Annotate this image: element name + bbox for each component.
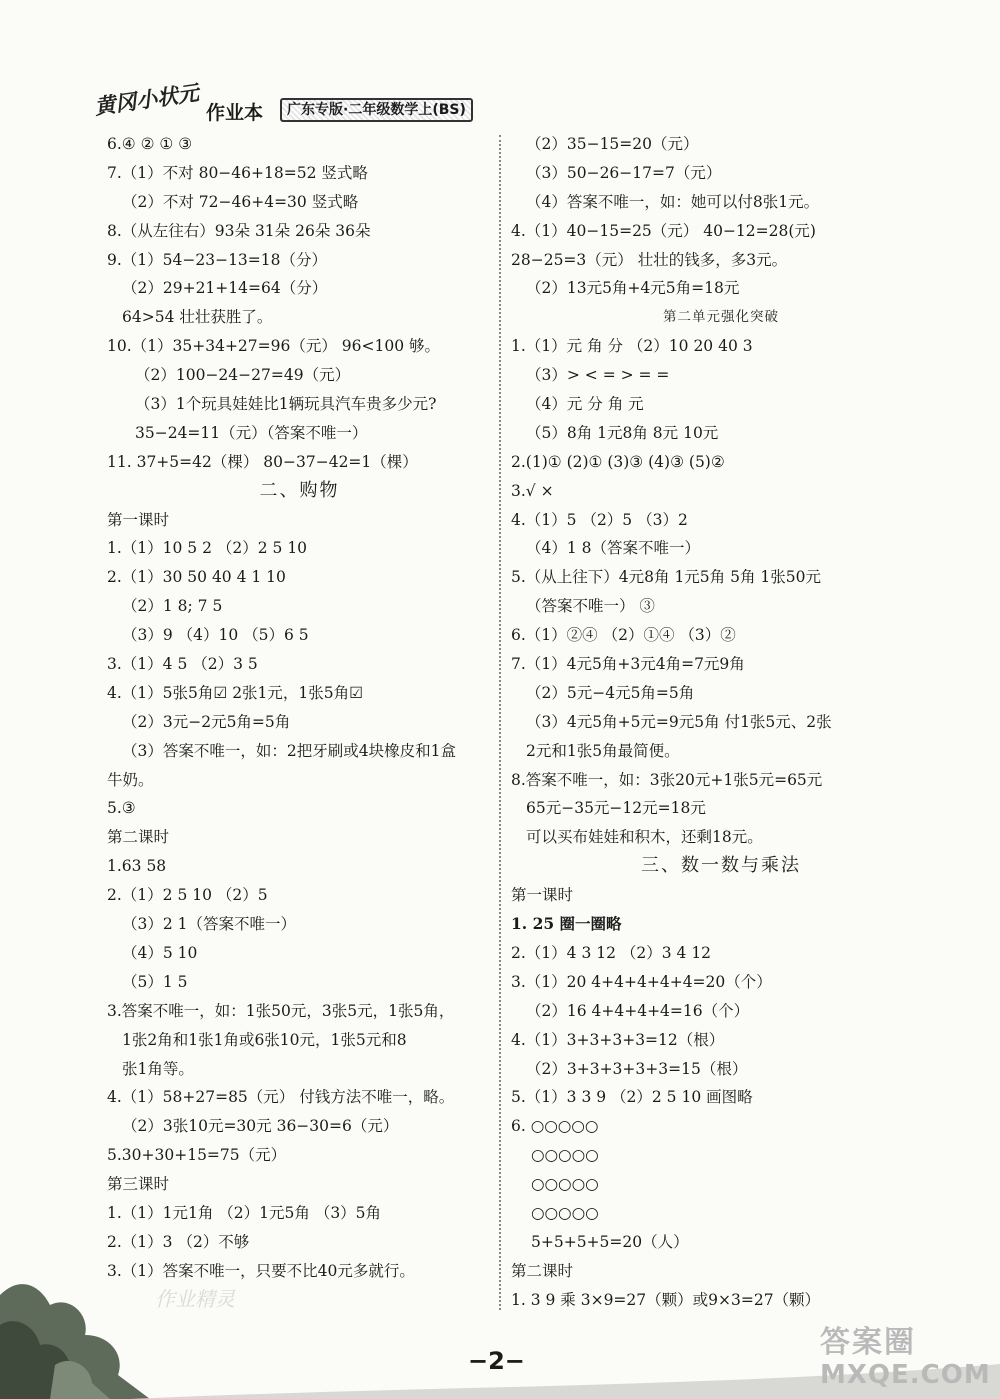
answer-line: 3.√ × — [511, 481, 554, 500]
answer-line: 张1角等。 — [122, 1059, 194, 1078]
answer-line: （2）16 4+4+4+4=16（个） — [526, 1001, 750, 1020]
answer-line: 5.③ — [107, 799, 136, 818]
answer-line: 28−25=3（元） 壮壮的钱多，多3元。 — [511, 250, 788, 269]
answer-line: 二、购物 — [259, 479, 340, 501]
answer-line: 35−24=11（元）（答案不唯一） — [135, 423, 368, 442]
answer-line: 6. ○○○○○ — [511, 1117, 599, 1136]
answer-line: 4.（1）3+3+3+3=12（根） — [511, 1030, 725, 1049]
answer-line: 2.(1)① (2)① (3)③ (4)③ (5)② — [511, 452, 725, 471]
answer-line: 8.（从左往右）93朵 31朵 26朵 36朵 — [107, 221, 371, 240]
answer-line: （3）4元5角+5元=9元5角 付1张5元、2张 — [526, 712, 832, 731]
answer-line: 4.（1）5张5角☑ 2张1元，1张5角☑ — [107, 683, 364, 702]
answer-line: （2）100−24−27=49（元） — [135, 366, 351, 385]
tree-decoration — [0, 1255, 150, 1399]
answer-line: （2）3元−2元5角=5角 — [122, 712, 291, 731]
answer-line: 三、数一数与乘法 — [641, 855, 801, 877]
answer-line: 65元−35元−12元=18元 — [526, 799, 706, 818]
answer-line: 1. 25 圈一圈略 — [511, 914, 622, 934]
book-title: 作业本 — [206, 102, 264, 124]
answer-line: （2）不对 72−46+4=30 竖式略 — [122, 192, 359, 211]
answer-line: 5+5+5+5=20（人） — [531, 1232, 689, 1251]
answer-line: 11. 37+5=42（棵） 80−37−42=1（棵） — [107, 452, 418, 471]
page-header — [86, 78, 526, 128]
answer-line: 3.答案不唯一，如：1张50元，3张5元，1张5角， — [107, 1001, 455, 1020]
answer-line: （5）1 5 — [122, 972, 188, 991]
answer-line: （3）答案不唯一，如：2把牙刷或4块橡皮和1盒 — [122, 741, 456, 760]
answer-line: 第二单元强化突破 — [663, 309, 779, 326]
answer-line: ○○○○○ — [531, 1146, 599, 1165]
answer-line: 1. 3 9 乘 3×9=27（颗）或9×3=27（颗） — [511, 1290, 821, 1309]
answer-line: （答案不唯一） ③ — [526, 597, 655, 616]
answer-line: （4）答案不唯一，如：她可以付8张1元。 — [526, 192, 820, 211]
answer-line: （2）1 8; 7 5 — [122, 597, 223, 616]
answer-line: （3）> < = > = = — [526, 366, 670, 385]
answer-line: （4）1 8（答案不唯一） — [526, 539, 701, 558]
answer-line: 2.（1）4 3 12 （2）3 4 12 — [511, 943, 712, 962]
brand-logo: 黄冈小状元 — [92, 80, 201, 120]
answer-line: 2.（1）2 5 10 （2）5 — [107, 886, 268, 905]
answer-line: 7.（1）不对 80−46+18=52 竖式略 — [107, 163, 368, 182]
watermark-url: MXQE.COM — [820, 1360, 991, 1390]
answer-line: （2）3张10元=30元 36−30=6（元） — [122, 1117, 399, 1136]
answer-line: 4.（1）5 （2）5 （3）2 — [511, 510, 688, 529]
answer-line: 3.（1）答案不唯一，只要不比40元多就行。 — [107, 1261, 415, 1280]
answer-line: 6.④ ② ① ③ — [107, 135, 193, 153]
answer-line: 5.（从上往下）4元8角 1元5角 5角 1张50元 — [511, 568, 821, 587]
answer-line: （2）13元5角+4元5角=18元 — [526, 279, 740, 298]
answer-line: （5）8角 1元8角 8元 10元 — [526, 423, 719, 442]
site-watermark — [810, 1315, 995, 1397]
page-number: −2− — [468, 1347, 525, 1375]
answer-line: 9.（1）54−23−13=18（分） — [107, 250, 328, 269]
answer-line: （2）5元−4元5角=5角 — [526, 683, 695, 702]
answer-line: ○○○○○ — [531, 1203, 599, 1222]
answer-line: 4.（1）40−15=25（元） 40−12=28(元) — [511, 221, 816, 240]
answer-line: 5.（1）3 3 9 （2）2 5 10 画图略 — [511, 1088, 753, 1107]
answer-line: 可以买布娃娃和积木，还剩18元。 — [526, 828, 763, 847]
answer-line: 第一课时 — [511, 886, 574, 905]
faint-stamp: 作业精灵 — [155, 1287, 235, 1311]
answer-line: （3）9 （4）10 （5）6 5 — [122, 626, 309, 645]
answer-line: 3.（1）4 5 （2）3 5 — [107, 655, 258, 674]
answer-line: 1.（1）元 角 分 （2）10 20 40 3 — [511, 337, 753, 356]
answer-line: 6.（1）②④ （2）①④ （3）② — [511, 626, 736, 645]
answer-line: 2元和1张5角最简便。 — [526, 741, 680, 760]
answer-line: 第三课时 — [107, 1175, 170, 1194]
answer-line: 2.（1）30 50 40 4 1 10 — [107, 568, 286, 587]
answer-line: （4）元 分 角 元 — [526, 395, 644, 414]
answer-line: （2）29+21+14=64（分） — [122, 279, 328, 298]
answer-line: （3）50−26−17=7（元） — [526, 163, 722, 182]
answer-line: （3）2 1（答案不唯一） — [122, 915, 297, 934]
answer-line: （2）3+3+3+3+3=15（根） — [526, 1059, 748, 1078]
answer-line: （2）35−15=20（元） — [526, 135, 699, 153]
right-answer-column — [511, 130, 931, 1315]
answer-line: 4.（1）58+27=85（元） 付钱方法不唯一，略。 — [107, 1088, 455, 1107]
left-answer-column — [107, 130, 492, 1286]
answer-line: 牛奶。 — [107, 770, 154, 789]
answer-line: 1.（1）1元1角 （2）1元5角 （3）5角 — [107, 1203, 382, 1222]
answer-line: 第一课时 — [107, 510, 170, 529]
answer-line: 1.（1）10 5 2 （2）2 5 10 — [107, 539, 308, 558]
edition-badge: 广东专版·二年级数学上(BS) — [280, 98, 473, 122]
answer-line: 8.答案不唯一，如：3张20元+1张5元=65元 — [511, 770, 823, 789]
answer-line: 2.（1）3 （2）不够 — [107, 1232, 250, 1251]
answer-line: 1张2角和1张1角或6张10元，1张5元和8 — [122, 1030, 407, 1049]
answer-line: （3）1个玩具娃娃比1辆玩具汽车贵多少元? — [135, 395, 437, 414]
answer-line: 5.30+30+15=75（元） — [107, 1146, 287, 1165]
answer-line: 3.（1）20 4+4+4+4+4=20（个） — [511, 972, 772, 991]
watermark-cn: 答案圈 — [820, 1325, 916, 1360]
column-divider — [499, 135, 501, 1310]
answer-line: 7.（1）4元5角+3元4角=7元9角 — [511, 655, 745, 674]
answer-line: （4）5 10 — [122, 943, 198, 962]
answer-line: 第二课时 — [511, 1261, 574, 1280]
answer-line: 第二课时 — [107, 828, 170, 847]
answer-line: 64>54 壮壮获胜了。 — [122, 308, 273, 327]
answer-line: ○○○○○ — [531, 1175, 599, 1194]
answer-line: 10.（1）35+34+27=96（元） 96<100 够。 — [107, 337, 441, 356]
answer-line: 1.63 58 — [107, 857, 167, 876]
